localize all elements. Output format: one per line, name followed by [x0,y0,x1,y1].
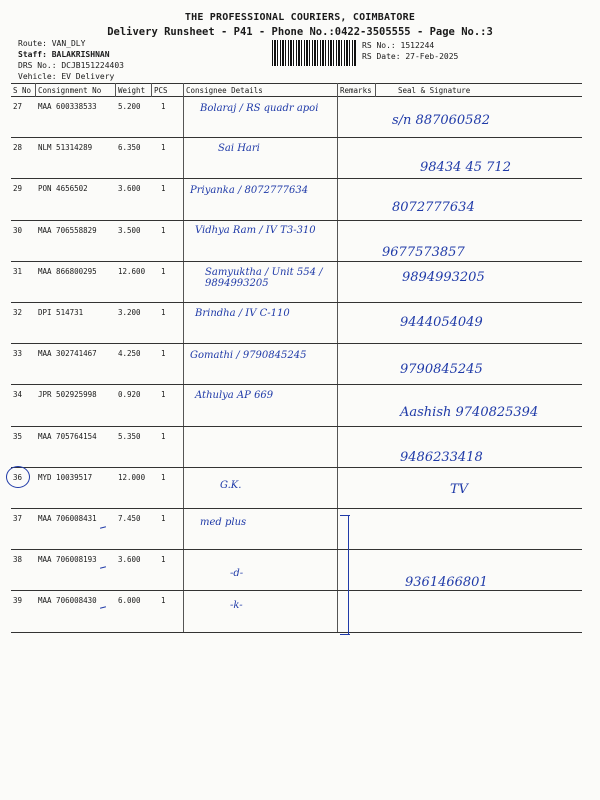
col-header-pcs: PCS [154,86,168,95]
header-divider [151,83,152,97]
row-separator [11,549,582,550]
row-consignment-no: MAA 706008193 [38,555,97,565]
table-top-rule [11,83,582,84]
row-sno: 31 [13,266,23,276]
row-signature-handwriting: s/n 887060582 [392,113,490,128]
row-sno: 34 [13,390,23,400]
header-divider [375,83,376,97]
row-consignee-handwriting: -k- [230,600,243,611]
row-consignee-handwriting: Priyanka / 8072777634 [190,185,309,196]
row-signature-handwriting: Aashish 9740825394 [400,405,539,420]
vehicle-text: Vehicle: EV Delivery [18,72,115,81]
row-separator [11,384,582,385]
row-weight: 3.600 [118,555,141,565]
col-header-consignment: Consignment No [38,86,102,95]
row-weight: 12.600 [118,266,146,276]
header-divider [115,83,116,97]
ink-tick [100,526,106,529]
row-pcs: 1 [161,390,166,400]
row-separator [11,590,582,591]
row-pcs: 1 [161,102,166,111]
row-weight: 3.200 [118,308,141,317]
staff-text: Staff: BALAKRISHNAN [18,50,110,59]
row-signature-handwriting: 8072777634 [392,200,475,215]
circled-row-mark [6,466,30,488]
row-sno: 27 [13,102,23,111]
row-signature-handwriting: TV [450,482,469,497]
row-separator [11,426,582,427]
row-signature-handwriting: 98434 45 712 [420,160,511,175]
header-right-block [362,40,458,62]
row-weight: 4.250 [118,349,141,359]
row-separator [11,178,582,179]
ink-bracket-bottom [340,634,350,635]
row-signature-handwriting: 9361466801 [405,575,488,590]
row-signature-handwriting: 9486233418 [400,450,483,465]
row-consignment-no: NLM 51314289 [38,143,93,153]
row-pcs: 1 [161,143,166,153]
col-header-consignee: Consignee Details [186,86,263,95]
row-weight: 0.920 [118,390,141,400]
row-sno: 29 [13,184,23,194]
row-weight: 6.350 [118,143,141,153]
row-sno: 38 [13,555,23,565]
header-left-block [18,38,124,82]
row-sno: 36 [13,472,23,482]
row-consignment-no: MAA 866800295 [38,266,97,276]
row-consignee-handwriting: -d- [230,568,244,579]
row-separator [11,632,582,633]
row-consignment-no: MAA 302741467 [38,349,97,359]
row-consignment-no: PON 4656502 [38,184,88,194]
runsheet-subtitle: Delivery Runsheet - P41 - Phone No.:0422-3505555 - Page No.:3 [107,26,493,38]
row-consignee-handwriting: Vidhya Ram / IV T3-310 [195,225,316,236]
row-consignment-no: DPI 514731 [38,308,84,317]
row-weight: 5.200 [118,102,141,111]
col-header-weight: Weight [118,86,146,95]
row-consignee-handwriting: Brindha / IV C-110 [195,308,290,319]
row-sno: 28 [13,143,23,153]
row-consignee-handwriting: Gomathi / 9790845245 [190,350,307,361]
row-consignee-handwriting: Samyuktha / Unit 554 / 9894993205 [205,267,323,289]
consignee-right-divider [337,83,338,633]
row-consignee-handwriting: Athulya AP 669 [195,390,274,401]
row-consignee-handwriting: Sai Hari [218,143,260,154]
col-header-signature: Seal & Signature [398,86,471,95]
row-separator [11,343,582,344]
consignee-left-divider [183,83,184,633]
row-consignee-handwriting: G.K. [220,480,242,491]
ink-tick [100,606,106,609]
row-consignment-no: MAA 600338533 [38,102,97,111]
header-divider [35,83,36,97]
row-signature-handwriting: 9444054049 [400,315,483,330]
header-bottom-rule [11,96,582,97]
row-sno: 30 [13,225,23,235]
row-pcs: 1 [161,308,166,317]
row-consignment-no: MAA 706558829 [38,225,97,235]
drs-number: DRS No.: DCJB151224403 [18,61,124,70]
row-consignment-no: MAA 706008431 [38,514,97,523]
col-header-sno: S No [13,86,32,95]
row-signature-handwriting: 9790845245 [400,362,483,377]
row-sno: 32 [13,308,23,317]
rs-date: RS Date: 27-Feb-2025 [362,52,459,61]
row-pcs: 1 [161,596,166,606]
row-consignment-no: JPR 502925998 [38,390,97,400]
row-separator [11,508,582,509]
row-signature-handwriting: 9677573857 [382,245,465,260]
row-weight: 6.000 [118,596,141,606]
row-sno: 35 [13,431,23,441]
row-consignment-no: MYD 10039517 [38,472,93,482]
row-separator [11,302,582,303]
row-weight: 12.000 [118,472,146,482]
row-consignee-handwriting: Bolaraj / RS quadr apoi [200,103,319,114]
barcode-image [272,40,356,66]
row-consignee-handwriting: med plus [200,517,247,528]
company-title: THE PROFESSIONAL COURIERS, COIMBATORE [184,12,416,23]
row-consignment-no: MAA 705764154 [38,431,97,441]
row-pcs: 1 [161,555,166,565]
route-text: Route: VAN_DLY [18,39,86,48]
row-consignment-no: MAA 706008430 [38,596,97,606]
row-pcs: 1 [161,349,166,359]
row-sno: 37 [13,514,23,523]
row-pcs: 1 [161,431,166,441]
row-signature-handwriting: 9894993205 [402,270,485,285]
row-separator [11,137,582,138]
ink-tick [100,566,106,569]
ink-bracket-line [348,515,349,635]
col-header-remarks: Remarks [340,86,372,95]
row-weight: 3.500 [118,225,141,235]
row-weight: 5.350 [118,431,141,441]
rs-number: RS No.: 1512244 [362,41,435,50]
row-pcs: 1 [161,514,166,523]
row-weight: 3.600 [118,184,141,194]
row-separator [11,261,582,262]
row-sno: 33 [13,349,23,359]
row-weight: 7.450 [118,514,141,523]
ink-bracket-top [340,515,350,516]
row-sno: 39 [13,596,23,606]
row-pcs: 1 [161,472,166,482]
row-separator [11,467,582,468]
row-pcs: 1 [161,184,166,194]
row-pcs: 1 [161,225,166,235]
row-separator [11,220,582,221]
row-pcs: 1 [161,266,166,276]
